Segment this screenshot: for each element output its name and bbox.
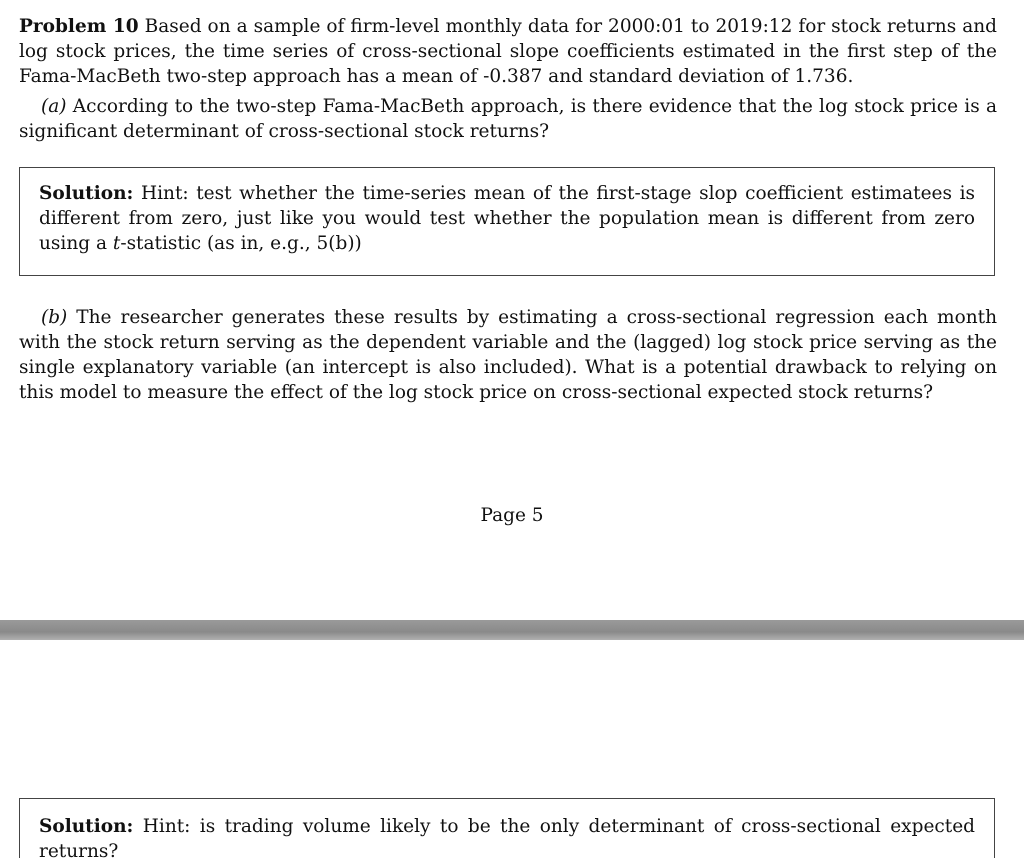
solution-b-label: Solution: [39, 816, 134, 837]
part-a [19, 94, 997, 144]
t-statistic-symbol: t [112, 233, 121, 254]
part-a-label: (a) [41, 96, 67, 117]
page-separator [0, 620, 1024, 640]
problem-intro-text: Based on a sample of firm-level monthly data for 2000:01 to 2019:12 for stock returns and log stock prices, the time series of cross-sectional slope coefficients estimated in the first step of the Fama-MacBeth two-step approach has a mean of -0.387 and standard deviation of 1.736. [19, 16, 997, 87]
page-number: Page 5 [480, 505, 544, 526]
part-a-text: According to the two-step Fama-MacBeth approach, is there evidence that the log stock price is a significant determinant of cross-sectional stock returns? [19, 96, 998, 142]
solution-box-b [19, 798, 995, 862]
solution-a-text-end: -statistic (as in, e.g., 5(b)) [120, 233, 362, 254]
problem-intro [19, 14, 997, 89]
part-b [19, 305, 997, 405]
solution-b-text: Hint: is trading volume likely to be the only determinant of cross-sectional expected returns? [39, 816, 975, 862]
part-b-label: (b) [41, 307, 68, 328]
solution-box-a [19, 167, 995, 276]
part-b-text: The researcher generates these results by estimating a cross-sectional regression each month with the stock return serving as the dependent variable and the (lagged) log stock price serving as the single explanatory variable (an intercept is also included). What is a potential drawback to relying on this model to measure the effect of the log stock price on cross-sectional expected stock returns? [19, 307, 997, 403]
solution-a-label: Solution: [39, 183, 134, 204]
problem-label: Problem 10 [19, 16, 139, 37]
solution-a-text: Hint: test whether the time-series mean of the first-stage slop coefficient estimatees is different from zero, just like you would test whether the population mean is different from zero using a [39, 183, 975, 254]
